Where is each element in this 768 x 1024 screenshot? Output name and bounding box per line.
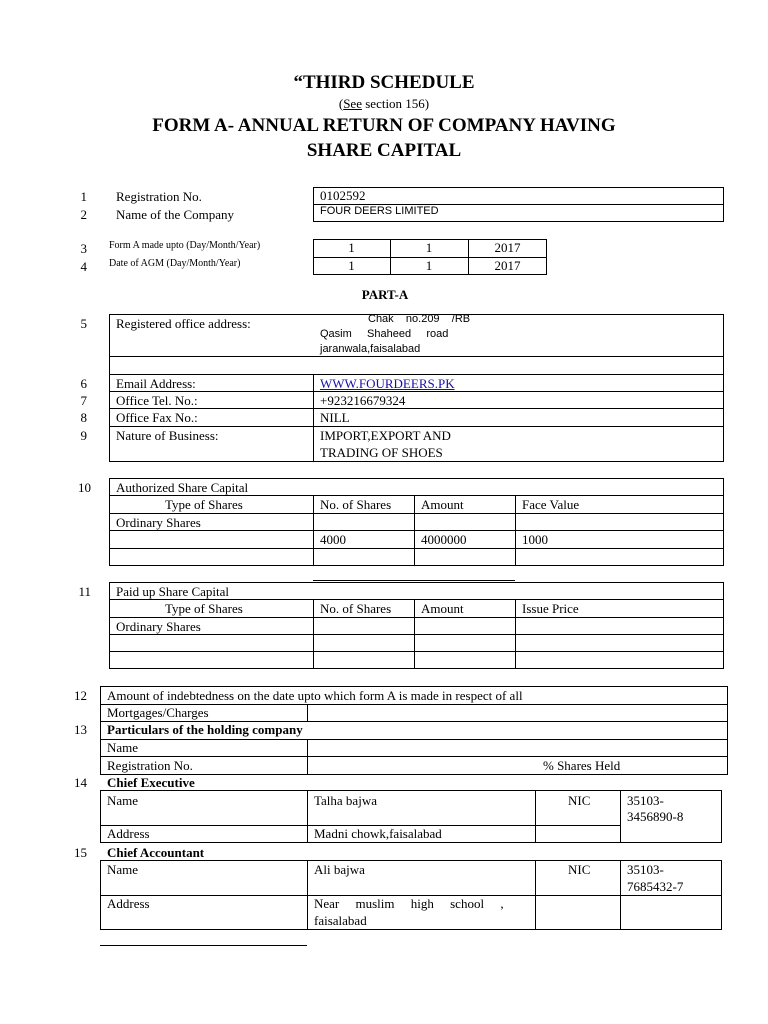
row-number-6: 6 xyxy=(80,376,87,391)
holding-shares-held-label: % Shares Held xyxy=(543,758,621,773)
form-made-day: 1 xyxy=(348,240,355,255)
chief-accountant-name-label: Name xyxy=(107,862,139,877)
mortgages-label: Mortgages/Charges xyxy=(107,705,209,720)
divider xyxy=(109,408,724,409)
holding-registration-label: Registration No. xyxy=(107,758,193,773)
chief-executive-address: Madni chowk,faisalabad xyxy=(314,826,442,841)
divider xyxy=(109,634,724,635)
chief-accountant-name: Ali bajwa xyxy=(314,862,365,877)
chief-executive-nic-label: NIC xyxy=(568,793,591,808)
company-name-value: FOUR DEERS LIMITED xyxy=(320,205,439,217)
chief-accountant-nic-line1: 35103- xyxy=(627,862,664,877)
agm-label: Date of AGM (Day/Month/Year) xyxy=(109,258,241,269)
divider xyxy=(109,513,724,514)
fax-label: Office Fax No.: xyxy=(116,410,198,425)
see-word: See xyxy=(343,96,362,111)
authorized-header-type: Type of Shares xyxy=(165,497,243,512)
part-a-heading: PART-A xyxy=(361,287,409,302)
divider xyxy=(100,739,728,740)
tel-value: +923216679324 xyxy=(320,393,406,408)
divider xyxy=(307,704,308,721)
see-section-note: (See section 156) xyxy=(338,96,430,111)
divider xyxy=(620,860,621,930)
divider xyxy=(313,599,314,669)
divider xyxy=(109,374,724,375)
paid-up-header-shares: No. of Shares xyxy=(320,601,392,616)
authorized-amount: 4000000 xyxy=(421,532,467,547)
divider xyxy=(515,495,516,566)
authorized-title: Authorized Share Capital xyxy=(116,480,249,495)
chief-executive-address-label: Address xyxy=(107,826,150,841)
registration-value: 0102592 xyxy=(320,188,366,203)
see-rest: section 156) xyxy=(361,96,430,111)
divider xyxy=(109,548,724,549)
divider xyxy=(109,530,724,531)
authorized-shares: 4000 xyxy=(320,532,346,547)
form-title-line1: FORM A- ANNUAL RETURN OF COMPANY HAVING xyxy=(152,115,616,136)
row-number-11: 11 xyxy=(78,584,91,599)
chief-executive-name: Talha bajwa xyxy=(314,793,377,808)
authorized-type: Ordinary Shares xyxy=(116,515,201,530)
divider xyxy=(100,756,728,757)
chief-accountant-address-line2: faisalabad xyxy=(314,913,367,928)
email-label: Email Address: xyxy=(116,376,196,391)
divider xyxy=(109,356,724,357)
chief-accountant-nic-line2: 7685432-7 xyxy=(627,879,684,894)
chief-executive-title: Chief Executive xyxy=(107,775,195,790)
chief-accountant-address-line1: Near muslim high school , xyxy=(314,896,504,911)
row-number-9: 9 xyxy=(80,428,87,443)
footnote-rule xyxy=(100,945,307,946)
indebtedness-text: Amount of indebtedness on the date upto which form A is made in respect of all xyxy=(107,688,523,703)
paid-up-header-issue-price: Issue Price xyxy=(522,601,579,616)
row-number-7: 7 xyxy=(80,393,87,408)
agm-month: 1 xyxy=(425,258,433,273)
office-address-line2: Qasim Shaheed road xyxy=(320,328,449,340)
tel-label: Office Tel. No.: xyxy=(116,393,198,408)
row-number-13: 13 xyxy=(74,722,87,737)
row-number-14: 14 xyxy=(74,775,87,790)
business-label: Nature of Business: xyxy=(116,428,219,443)
divider xyxy=(414,599,415,669)
email-link-text[interactable]: WWW.FOURDEERS.PK xyxy=(320,376,455,391)
divider xyxy=(109,617,724,618)
business-line1: IMPORT,EXPORT AND xyxy=(320,428,451,443)
company-name-label: Name of the Company xyxy=(116,207,235,222)
office-address-line1: Chak no.209 /RB xyxy=(368,313,471,325)
divider xyxy=(535,790,536,843)
row-number-5: 5 xyxy=(80,316,87,331)
divider xyxy=(414,495,415,566)
row-number-15: 15 xyxy=(74,845,87,860)
divider xyxy=(109,426,724,427)
chief-accountant-title: Chief Accountant xyxy=(107,845,205,860)
schedule-title: “THIRD SCHEDULE xyxy=(293,72,475,93)
authorized-header-face-value: Face Value xyxy=(522,497,580,512)
form-made-month: 1 xyxy=(425,240,433,255)
row-number-4: 4 xyxy=(80,259,87,274)
divider xyxy=(307,860,308,930)
divider xyxy=(620,790,621,843)
divider xyxy=(307,739,308,775)
divider xyxy=(307,790,308,843)
row-number-1: 1 xyxy=(80,189,87,204)
paid-up-header-amount: Amount xyxy=(421,601,464,616)
row-number-12: 12 xyxy=(74,688,87,703)
row-number-8: 8 xyxy=(80,410,87,425)
divider xyxy=(313,580,515,581)
holding-title: Particulars of the holding company xyxy=(107,722,303,737)
authorized-header-amount: Amount xyxy=(421,497,464,512)
form-made-label: Form A made upto (Day/Month/Year) xyxy=(109,240,261,251)
office-address-line3: jaranwala,faisalabad xyxy=(320,343,421,355)
divider xyxy=(109,651,724,652)
chief-executive-name-label: Name xyxy=(107,793,139,808)
authorized-header-shares: No. of Shares xyxy=(320,497,392,512)
chief-accountant-address-label: Address xyxy=(107,896,150,911)
business-line2: TRADING OF SHOES xyxy=(320,445,443,460)
chief-executive-nic-line1: 35103- xyxy=(627,793,664,808)
form-title-line2: SHARE CAPITAL xyxy=(306,140,462,161)
paid-up-type: Ordinary Shares xyxy=(116,619,201,634)
divider xyxy=(535,860,536,930)
chief-executive-nic-line2: 3456890-8 xyxy=(627,809,684,824)
email-link[interactable] xyxy=(320,376,455,392)
holding-name-label: Name xyxy=(107,740,139,755)
agm-year: 2017 xyxy=(494,258,521,273)
row-number-3: 3 xyxy=(80,241,87,256)
registration-label: Registration No. xyxy=(116,189,202,204)
divider xyxy=(313,374,314,462)
paid-up-header-type: Type of Shares xyxy=(165,601,243,616)
form-made-year: 2017 xyxy=(494,240,521,255)
divider xyxy=(515,599,516,669)
paid-up-title: Paid up Share Capital xyxy=(116,584,230,599)
row-number-10: 10 xyxy=(78,480,91,495)
chief-accountant-nic-label: NIC xyxy=(568,862,591,877)
divider xyxy=(313,495,314,566)
row-number-2: 2 xyxy=(80,207,87,222)
agm-day: 1 xyxy=(348,258,355,273)
authorized-face-value: 1000 xyxy=(522,532,548,547)
fax-value: NILL xyxy=(320,410,350,425)
office-address-label: Registered office address: xyxy=(116,316,251,331)
